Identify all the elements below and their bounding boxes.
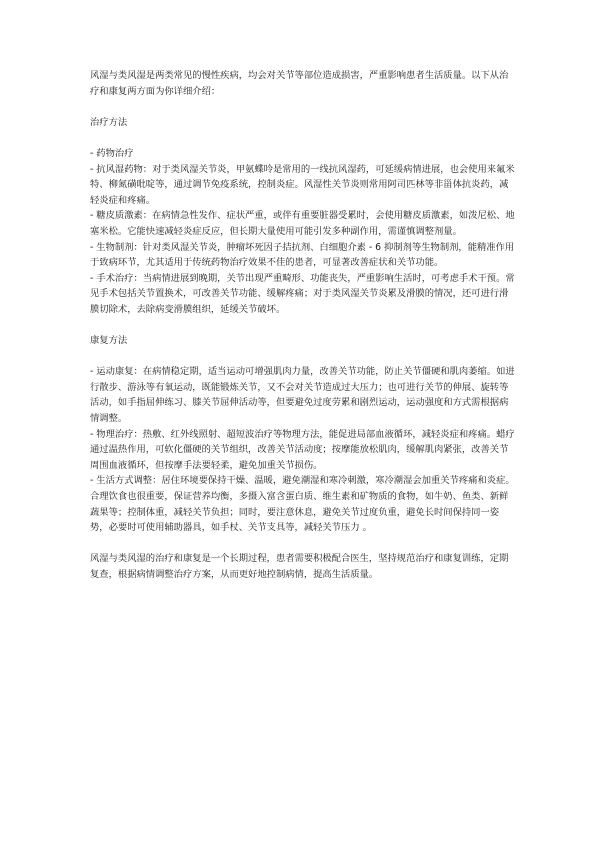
spacer — [90, 536, 517, 552]
spacer — [90, 318, 517, 334]
list-item: - 药物治疗 — [90, 147, 134, 159]
intro-paragraph: 风湿与类风湿是两类常见的慢性疾病，均会对关节等部位造成损害，严重影响患者生活质量。以下从治疗和康复两方面为你详细介绍： — [90, 70, 509, 97]
conclusion-paragraph: 风湿与类风湿的治疗和康复是一个长期过程，患者需要积极配合医生，坚持规范治疗和康复训练，定期复查，根据病情调整治疗方案，从而更好地控制病情，提高生活质量。 — [90, 553, 509, 580]
spacer — [90, 99, 517, 115]
document-body — [90, 68, 517, 583]
list-item: - 手术治疗：当病情进展到晚期，关节出现严重畸形、功能丧失，严重影响生活时，可考虑手术干预。常见手术包括关节置换术，可改善关节功能、缓解疼痛；对于类风湿关节炎累及滑膜的情况，还可进行滑膜切除术，去除病变滑膜组织，延缓关节破坏。 — [90, 272, 515, 315]
list-item: - 物理治疗：热敷、红外线照射、超短波治疗等物理方法，能促进局部血液循环，减轻炎症和疼痛。蜡疗通过温热作用，可软化僵硬的关节组织，改善关节活动度；按摩能放松肌肉，缓解肌肉紧张，改善关节周围血液循环，但按摩手法要轻柔，避免加重关节损伤。 — [90, 428, 515, 471]
list-item: - 生活方式调整：居住环境要保持干燥、温暖，避免潮湿和寒冷刺激，寒冷潮湿会加重关节疼痛和炎症。合理饮食也很重要，保证营养均衡，多摄入富含蛋白质、维生素和矿物质的食物，如牛奶、鱼类、新鲜蔬果等；控制体重，减轻关节负担；同时，要注意休息，避免关节过度负重，避免长时间保持同一姿势，必要时可使用辅助器具，如手杖、关节支具等，减轻关节压力 。 — [90, 475, 515, 534]
list-item: - 糖皮质激素：在病情急性发作、症状严重，或伴有重要脏器受累时，会使用糖皮质激素，如泼尼松、地塞米松。它能快速减轻炎症反应，但长期大量使用可能引发多种副作用，需谨慎调整剂量。 — [90, 210, 515, 237]
list-item: - 抗风湿药物：对于类风湿关节炎，甲氨蝶呤是常用的一线抗风湿药，可延缓病情进展，也会使用来氟米特、柳氮磺吡啶等，通过调节免疫系统，控制炎症。风湿性关节炎则常用阿司匹林等非甾体抗炎药，减轻炎症和疼痛。 — [90, 163, 515, 206]
rehab-heading: 康复方法 — [90, 335, 128, 347]
list-item: - 生物制剂：针对类风湿关节炎，肿瘤坏死因子拮抗剂、白细胞介素 - 6 抑制剂等生物制剂，能精准作用于致病环节，尤其适用于传统药物治疗效果不佳的患者，可显著改善症状和关节功能。 — [90, 241, 515, 269]
treatment-list — [90, 146, 517, 318]
list-item: - 运动康复：在病情稳定期，适当运动可增强肌肉力量，改善关节功能，防止关节僵硬和肌肉萎缩。如进行散步、游泳等有氧运动，既能锻炼关节，又不会对关节造成过大压力；也可进行关节的伸展、旋转等活动，如手指屈伸练习、膝关节屈伸活动等，但要避免过度劳累和剧烈运动，运动强度和方式需根据病情调整。 — [90, 366, 515, 425]
spacer — [90, 349, 517, 365]
spacer — [90, 130, 517, 146]
treatment-heading: 治疗方法 — [90, 116, 128, 128]
rehab-list — [90, 364, 517, 536]
